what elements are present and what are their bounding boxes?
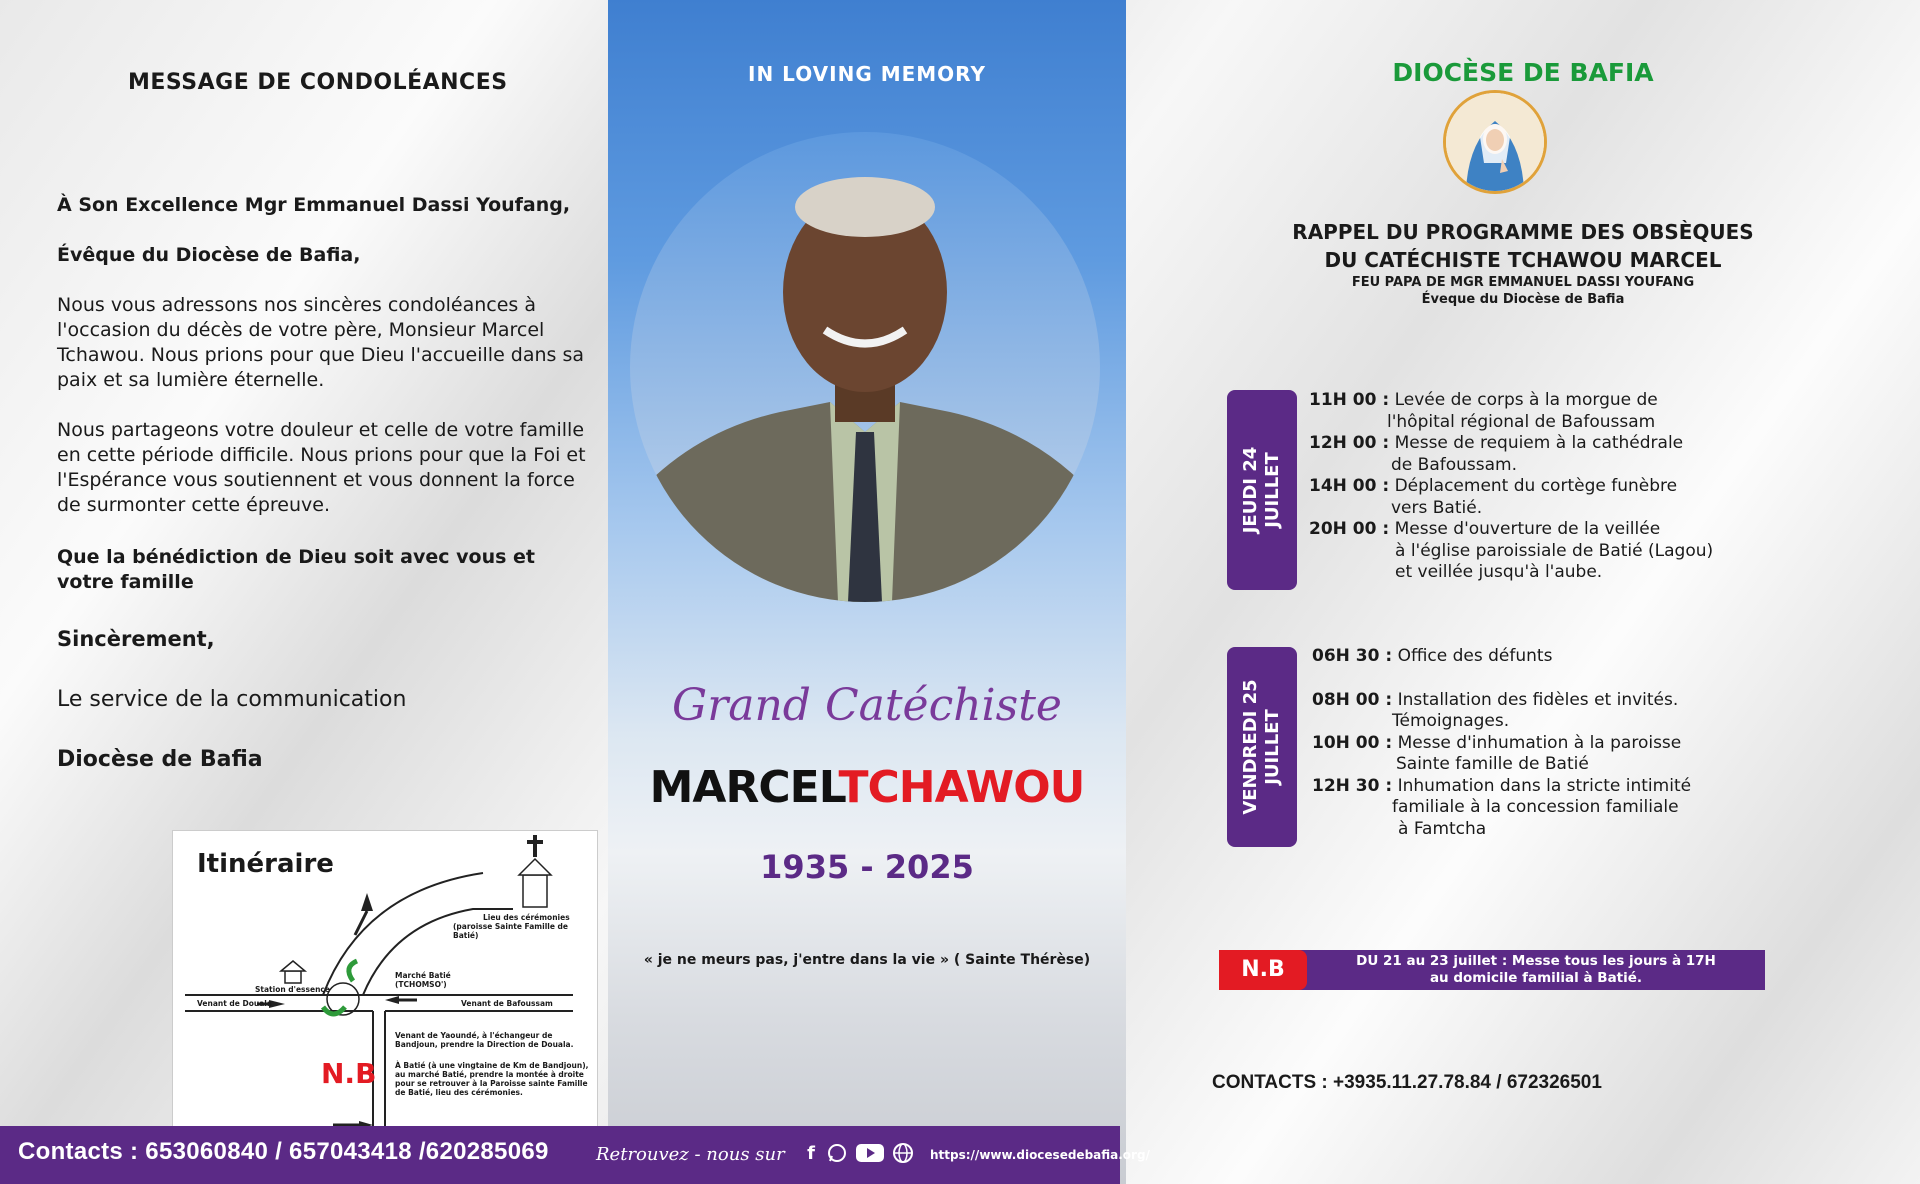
venue-label: Lieu des cérémonies (paroisse Sainte Famille de Batié) — [453, 913, 570, 940]
last-name: TCHAWOU — [838, 762, 1085, 813]
nb-text: DU 21 au 23 juillet : Messe tous les jours à 17H au domicile familial à Batié. — [1356, 953, 1716, 986]
itinerary-map — [172, 830, 598, 1128]
virgin-mary-medallion — [1443, 90, 1547, 194]
life-years: 1935 - 2025 — [760, 848, 974, 886]
program-item: 20H 00 : Messe d'ouverture de la veillée — [1309, 519, 1661, 539]
program-item: 08H 00 : Installation des fidèles et invités. — [1312, 689, 1679, 710]
blessing-text: Que la bénédiction de Dieu soit avec vous et votre famille — [57, 546, 536, 593]
thursday-program: 11H 00 : Levée de corps à la morgue de l'hôpital régional de Bafoussam 12H 00 : Messe de requiem à la cathédrale de Bafoussam. 14H 00 : Déplacement du cortège funèbre vers Batié. 20H 00 : Messe d'ouverture de la veillée à l'église paroissiale de Batié (Lagou) et veillée jusqu'à l'aube. — [1309, 390, 1714, 582]
facebook-icon[interactable]: f — [807, 1142, 815, 1164]
memorial-panel — [608, 0, 1126, 1184]
condolence-paragraph-1: Nous vous adressons nos sincères condoléances à l'occasion du décès de votre père, Monsieur Marcel Tchawou. Nous prions pour que Dieu l'accueille dans sa paix et sa lumière éternelle. — [57, 294, 585, 391]
program-item: 10H 00 : Messe d'inhumation à la paroisse — [1312, 732, 1682, 753]
signature-text: Diocèse de Bafia — [57, 747, 263, 772]
condolence-panel — [0, 0, 608, 1184]
program-item: 12H 30 : Inhumation dans la stricte intimité — [1312, 775, 1692, 796]
condolence-title: MESSAGE DE CONDOLÉANCES — [128, 70, 508, 95]
footer-contacts: Contacts : 653060840 / 657043418 /620285069 — [18, 1138, 549, 1165]
program-item: 12H 00 : Messe de requiem à la cathédrale — [1309, 433, 1684, 453]
day-label-friday: VENDREDI 25 JUILLET — [1227, 647, 1297, 847]
greeting-line-1: À Son Excellence Mgr Emmanuel Dassi Youfang, — [57, 194, 571, 216]
station-label: Station d'essence — [255, 985, 330, 994]
from-bafoussam-label: Venant de Bafoussam — [461, 999, 553, 1008]
day-label-thursday: JEUDI 24 JUILLET — [1227, 390, 1297, 590]
grand-catechist-title: Grand Catéchiste — [672, 680, 1062, 731]
sincerely-text: Sincèrement, — [57, 627, 215, 651]
program-subtitle: FEU PAPA DE MGR EMMANUEL DASSI YOUFANG Éveque du Diocèse de Bafia — [1351, 275, 1695, 307]
footer-bar — [0, 1126, 1150, 1184]
footer-url-link[interactable]: https://www.diocesedebafia.org/ — [930, 1148, 1150, 1162]
itinerary-note-2: À Batié (à une vingtaine de Km de Bandjoun), au marché Batié, prendre la montée à droite pour se retrouver à la Paroisse sainte Famille de Batié, lieu des cérémonies. — [395, 1061, 589, 1097]
program-panel — [1126, 0, 1920, 1184]
right-contacts: CONTACTS : +3935.11.27.78.84 / 672326501 — [1212, 1072, 1602, 1093]
program-item: 14H 00 : Déplacement du cortège funèbre — [1309, 476, 1678, 496]
deceased-name — [608, 762, 1126, 813]
first-name: MARCEL — [649, 762, 839, 813]
portrait-photo — [630, 132, 1100, 602]
program-item: 11H 00 : Levée de corps à la morgue de — [1309, 390, 1658, 410]
program-item: 06H 30 : Office des défunts — [1312, 646, 1553, 666]
quote-text: « je ne meurs pas, j'entre dans la vie » ( Sainte Thérèse) — [643, 952, 1091, 968]
footer-social-text: Retrouvez - nous sur — [596, 1144, 785, 1165]
nb-badge: N.B — [1219, 950, 1307, 990]
youtube-icon[interactable] — [856, 1142, 884, 1164]
condolence-paragraph-2: Nous partageons votre douleur et celle de votre famille en cette période difficile. Nous prions pour que la Foi et l'Espérance vous soutiennent et vous donnent la force de surmonter cette épreuve. — [57, 419, 586, 516]
from-douala-label: Venant de Douala — [197, 999, 272, 1008]
itinerary-title: Itinéraire — [197, 849, 334, 879]
in-loving-memory-header: IN LOVING MEMORY — [748, 62, 986, 86]
web-icon[interactable] — [892, 1142, 914, 1164]
greeting-line-2: Évêque du Diocèse de Bafia, — [57, 244, 361, 266]
service-text: Le service de la communication — [57, 687, 407, 712]
market-label: Marché Batié (TCHOMSO') — [395, 971, 451, 989]
program-title: RAPPEL DU PROGRAMME DES OBSÈQUES DU CATÉCHISTE TCHAWOU MARCEL — [1292, 220, 1754, 272]
diocese-title: DIOCÈSE DE BAFIA — [1392, 58, 1654, 87]
whatsapp-icon[interactable] — [826, 1142, 848, 1164]
itinerary-nb: N.B — [321, 1057, 377, 1090]
itinerary-note-1: Venant de Yaoundé, à l'échangeur de Bandjoun, prendre la Direction de Douala. — [395, 1031, 574, 1049]
friday-program: 06H 30 : Office des défunts 08H 00 : Installation des fidèles et invités. Témoignages. 10H 00 : Messe d'inhumation à la paroisse Sainte famille de Batié 12H 30 : Inhumation dans la stricte intimité familiale à la concession familiale à Famtcha — [1312, 646, 1692, 839]
